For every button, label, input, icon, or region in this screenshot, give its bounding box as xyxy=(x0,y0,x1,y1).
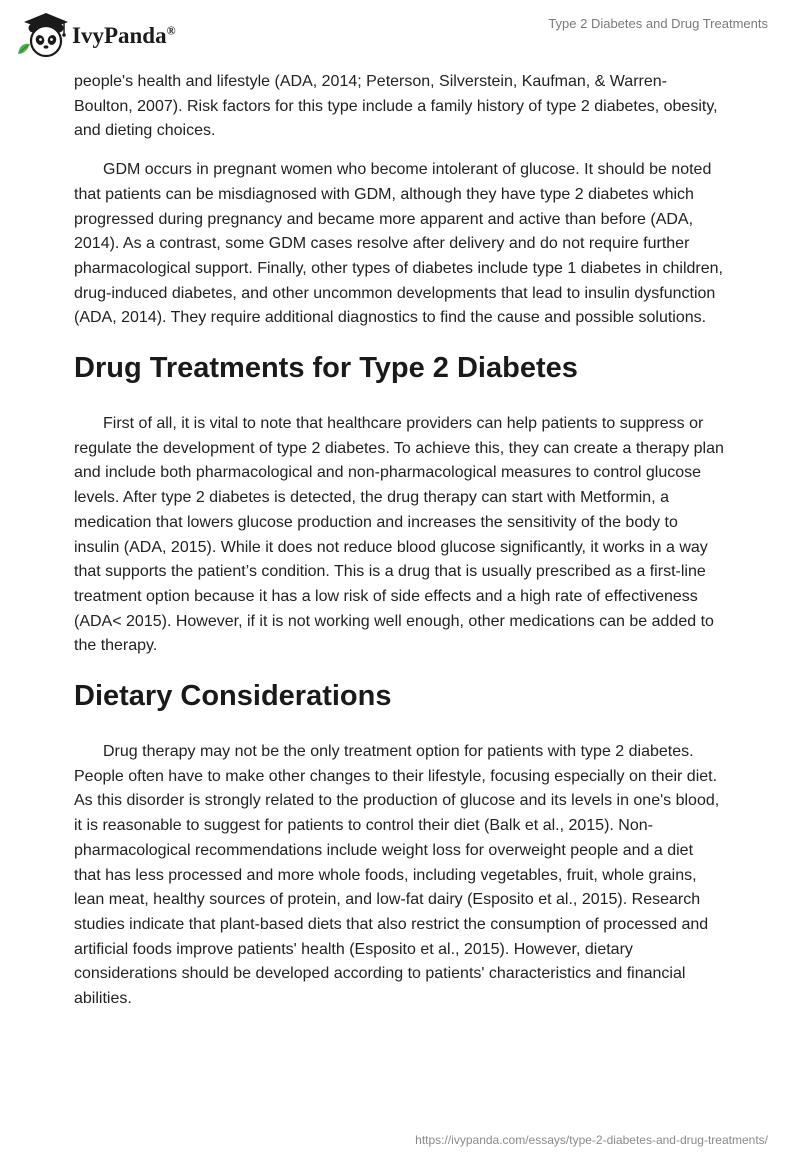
paragraph-gdm: GDM occurs in pregnant women who become intolerant of glucose. It should be noted that patients can be misdiagnosed with GDM, although they have type 2 diabetes which progressed during pregnancy and became more apparent and active than before (ADA, 2014). As a contrast, some GDM cases resolve after delivery and do not require further pharmacological support. Finally, other types of diabetes include type 1 diabetes in children, drug-induced diabetes, and other uncommon developments that lead to insulin dysfunction (ADA, 2014). They require additional diagnostics to find the cause and possible solutions. xyxy=(74,161,723,327)
paragraph-continued: people's health and lifestyle (ADA, 2014; Peterson, Silverstein, Kaufman, & Warren-Boulton, 2007). Risk factors for this type include a family history of type 2 diabetes, obesity, and dieting choices. xyxy=(74,73,718,140)
logo-text: IvyPanda® xyxy=(72,23,176,48)
panda-logo-icon xyxy=(14,10,70,60)
source-url-link[interactable]: https://ivypanda.com/essays/type-2-diabetes-and-drug-treatments/ xyxy=(415,1133,768,1147)
paragraph-drug-treatments: First of all, it is vital to note that healthcare providers can help patients to suppress or regulate the development of type 2 diabetes. To achieve this, they can create a therapy plan and include both pharmacological and non-pharmacological measures to control glucose levels. After type 2 diabetes is detected, the drug therapy can start with Metformin, a medication that lowers glucose production and increases the sensitivity of the body to insulin (ADA, 2015). While it does not reduce blood glucose significantly, it works in a way that supports the patient’s condition. This is a drug that is usually prescribed as a first-line treatment option because it has a low risk of side effects and a high rate of effectiveness (ADA< 2015). However, if it is not working well enough, other medications can be added to the therapy. xyxy=(74,415,724,655)
paragraph-dietary-considerations: Drug therapy may not be the only treatment option for patients with type 2 diabetes. People often have to make other changes to their lifestyle, focusing especially on their diet. As this disorder is strongly related to the production of glucose and its levels in one's blood, it is reasonable to suggest for patients to control their diet (Balk et al., 2015). Non-pharmacological recommendations include weight loss for overweight people and a diet that has less processed and more whole foods, including vegetables, fruit, whole grains, lean meat, healthy sources of protein, and low-fat dairy (Esposito et al., 2015). Research studies indicate that plant-based diets that also restrict the consumption of processed and artificial foods improve patients' health (Esposito et al., 2015). However, dietary considerations should be developed according to patients' characteristics and financial abilities. xyxy=(74,743,720,1008)
document-title: Type 2 Diabetes and Drug Treatments xyxy=(548,16,768,31)
page-header xyxy=(0,0,800,70)
heading-drug-treatments: Drug Treatments for Type 2 Diabetes xyxy=(74,352,578,385)
logo[interactable] xyxy=(14,10,176,60)
heading-dietary-considerations: Dietary Considerations xyxy=(74,680,392,713)
essay-content xyxy=(74,70,724,1026)
